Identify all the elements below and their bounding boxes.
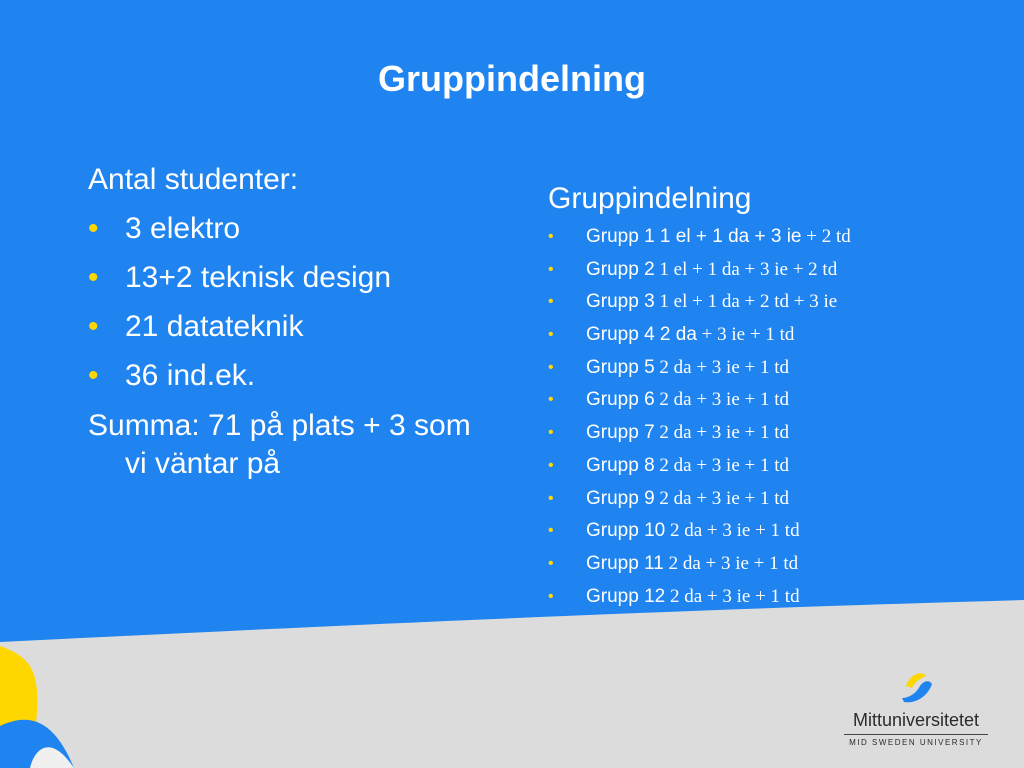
university-logo xyxy=(836,668,996,748)
logo-mark-icon xyxy=(896,668,936,706)
group-name: Grupp 12 xyxy=(586,585,666,607)
bullet-icon: • xyxy=(548,424,554,442)
bullet-icon: • xyxy=(548,391,554,409)
group-composition: 1 el + 1 da + 3 ie + 2 td xyxy=(654,258,838,280)
group-composition: 1 el + 1 da + 2 td + 3 ie xyxy=(654,291,838,313)
group-name: Grupp 6 xyxy=(586,389,655,411)
bullet-icon: • xyxy=(548,489,554,507)
group-composition: + 2 td xyxy=(801,226,851,247)
group-composition: 2 da + 3 ie + 1 td xyxy=(665,585,800,607)
group-composition: 2 da + 3 ie + 1 td xyxy=(654,487,790,509)
group-item xyxy=(548,517,988,550)
group-name: Grupp 10 xyxy=(586,520,666,542)
group-item xyxy=(548,419,988,452)
student-count-heading: Antal studenter: xyxy=(88,163,299,196)
bullet-icon: • xyxy=(548,587,554,605)
group-item xyxy=(548,223,988,256)
group-name: Grupp 4 2 da xyxy=(586,324,697,346)
group-name: Grupp 5 xyxy=(586,356,655,378)
group-name: Grupp 1 1 el + 1 da + 3 ie xyxy=(586,226,802,247)
group-composition: 2 da + 3 ie + 1 td xyxy=(654,422,790,444)
bullet-icon: • xyxy=(548,228,554,245)
bullet-icon: • xyxy=(548,260,554,278)
list-item: • 13+2 teknisk design xyxy=(88,261,392,294)
bullet-icon: • xyxy=(548,358,554,376)
group-name: Grupp 11 xyxy=(586,552,664,574)
group-name: Grupp 7 xyxy=(586,422,655,444)
bullet-icon: • xyxy=(88,310,99,343)
bullet-icon: • xyxy=(548,456,554,474)
bullet-icon: • xyxy=(548,522,554,540)
logo-name: Mittuniversitetet xyxy=(852,710,980,730)
group-name: Grupp 8 xyxy=(586,454,655,476)
group-composition: 2 da + 3 ie + 1 td xyxy=(654,454,790,476)
group-name: Grupp 9 xyxy=(586,487,655,509)
slide-title: Gruppindelning xyxy=(378,58,646,99)
bullet-icon: • xyxy=(548,554,554,572)
student-count-list xyxy=(88,211,488,394)
bullet-icon: • xyxy=(548,293,554,311)
list-item: • 36 ind.ek. xyxy=(88,359,256,392)
group-item xyxy=(548,452,988,485)
bullet-icon: • xyxy=(548,326,554,344)
group-division-heading: Gruppindelning xyxy=(548,182,752,215)
list-item: • 3 elektro xyxy=(88,212,241,245)
group-composition: 2 da + 3 ie + 1 td xyxy=(654,389,790,411)
group-division-block xyxy=(548,181,988,615)
group-composition: 2 da + 3 ie + 1 td xyxy=(654,356,790,378)
list-item: • 21 datateknik xyxy=(88,310,304,343)
bullet-icon: • xyxy=(88,261,99,294)
group-item xyxy=(548,256,988,289)
group-composition: + 3 ie + 1 td xyxy=(696,324,795,346)
bullet-icon: • xyxy=(88,212,99,245)
logo-subtitle: MID SWEDEN UNIVERSITY xyxy=(849,738,983,747)
group-composition: 2 da + 3 ie + 1 td xyxy=(665,520,800,542)
group-list xyxy=(548,223,988,615)
group-composition: 2 da + 3 ie + 1 td xyxy=(663,552,799,574)
group-name: Grupp 2 xyxy=(586,258,655,280)
student-count-block xyxy=(88,162,488,483)
group-item xyxy=(548,288,988,321)
group-item xyxy=(548,321,988,354)
logo-divider xyxy=(844,734,988,735)
bullet-icon: • xyxy=(88,359,99,392)
student-summary: Summa: 71 på plats + 3 som vi väntar på xyxy=(88,409,471,480)
group-item xyxy=(548,550,988,583)
group-name: Grupp 3 xyxy=(586,291,655,313)
group-item xyxy=(548,354,988,387)
group-item xyxy=(548,485,988,518)
group-item xyxy=(548,386,988,419)
